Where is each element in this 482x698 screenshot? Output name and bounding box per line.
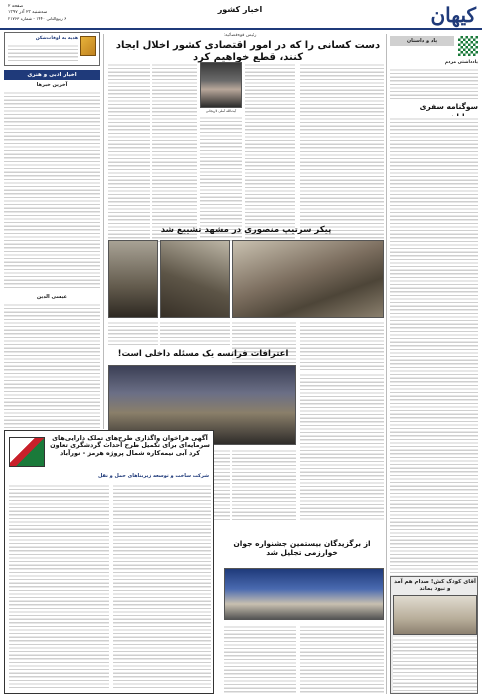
issue-line: ۶ ربیع‌الثانی ۱۴۴۰ - شماره ۲۱۷۶۳ (8, 16, 67, 22)
left-column-body-2 (4, 302, 100, 428)
masthead (0, 0, 482, 30)
date-line: سه‌شنبه ۲۳ آذر ۱۳۹۷ (8, 10, 48, 16)
column-divider (386, 34, 387, 694)
funeral-body-1 (300, 320, 384, 370)
main-story-kicker: رئیس قوه‌قضائیه: (223, 33, 257, 38)
funeral-photo-3 (108, 240, 158, 318)
badge-label: پاد و داستان (390, 36, 454, 46)
festival-photo (224, 568, 384, 620)
ad-sub-label: شرکت ساخت و توسعه زیربناهای حمل و نقل (97, 473, 209, 479)
main-story-photo-caption: آیت‌الله آملی لاریجانی (205, 109, 237, 113)
confession-headline: اعترافات فرانسه یک مسئله داخلی است! (117, 349, 289, 359)
funeral-body-3 (160, 320, 230, 346)
author-body (390, 67, 478, 99)
left-top-box (4, 32, 100, 66)
bottom-right-heading: آقای کودک کش! صدام هم آمد و نبود بماند (394, 579, 476, 593)
ad-logo (9, 437, 45, 467)
badge-block (390, 36, 478, 56)
right-section-heading: سوگنامه سفری (419, 102, 478, 111)
ad-body-1 (9, 483, 109, 689)
left-top-label: هدیه به اوقات‌شکن (35, 36, 78, 41)
ad-headline: آگهی فراخوان واگذاری طرح‌های تملک دارایی‌های سرمایه‌ای برای تکمیل طرح احداث گردشگری تعاون کرد آبی نیمه‌کاره شمال پروژه هرمز - نورآباد (50, 434, 210, 457)
funeral-photo-2 (160, 240, 230, 318)
left-top-heading: اخبار ادبی و هنری (4, 70, 100, 80)
festival-headline: از برگزیدگان بیستمین جشنواره جوان خوارزمی تجلیل شد (233, 539, 371, 557)
page-info (8, 4, 98, 22)
festival-body-2 (224, 624, 296, 694)
left-sub-heading: آخرین خبرها (36, 82, 68, 88)
left-second-heading: عیسی الدین (36, 294, 68, 300)
main-story-column-5 (108, 62, 150, 242)
section-title: اخبار کشور (217, 5, 263, 14)
bottom-right-photo (393, 595, 477, 635)
main-story-column-2 (245, 62, 295, 242)
bottom-right-box (390, 576, 478, 694)
confession-body-2 (232, 448, 296, 522)
funeral-body-4 (108, 320, 158, 346)
main-story-column-4 (152, 62, 197, 242)
logo (418, 3, 476, 27)
funeral-body-2 (232, 320, 296, 370)
left-column (4, 32, 100, 428)
logo-text: کیهان (430, 3, 476, 27)
funeral-headline: پیکر سرتیپ منصوری در مشهد تشییع شد (160, 225, 332, 235)
left-column-body-1 (4, 90, 100, 290)
book-icon (80, 36, 96, 56)
left-top-text (8, 43, 78, 63)
main-story-column-3 (200, 115, 242, 242)
page-label: صفحه ۲ (8, 4, 24, 9)
author-title: یادداشتی مردم (444, 60, 478, 65)
festival-body-1 (300, 624, 384, 694)
qr-code-icon (458, 36, 478, 56)
bottom-right-body (393, 637, 477, 692)
main-story-headline: دست کسانی را که در امور اقتصادی کشور اخلال ایجاد کنند، قطع خواهیم کرد (115, 40, 381, 63)
confession-body-1 (300, 372, 384, 522)
main-story-photo (200, 62, 242, 108)
ad-body-2 (113, 483, 211, 689)
ad-block (4, 430, 214, 694)
main-story-column-1 (300, 62, 384, 242)
left-column-divider (103, 34, 104, 429)
funeral-photo-1 (232, 240, 384, 318)
